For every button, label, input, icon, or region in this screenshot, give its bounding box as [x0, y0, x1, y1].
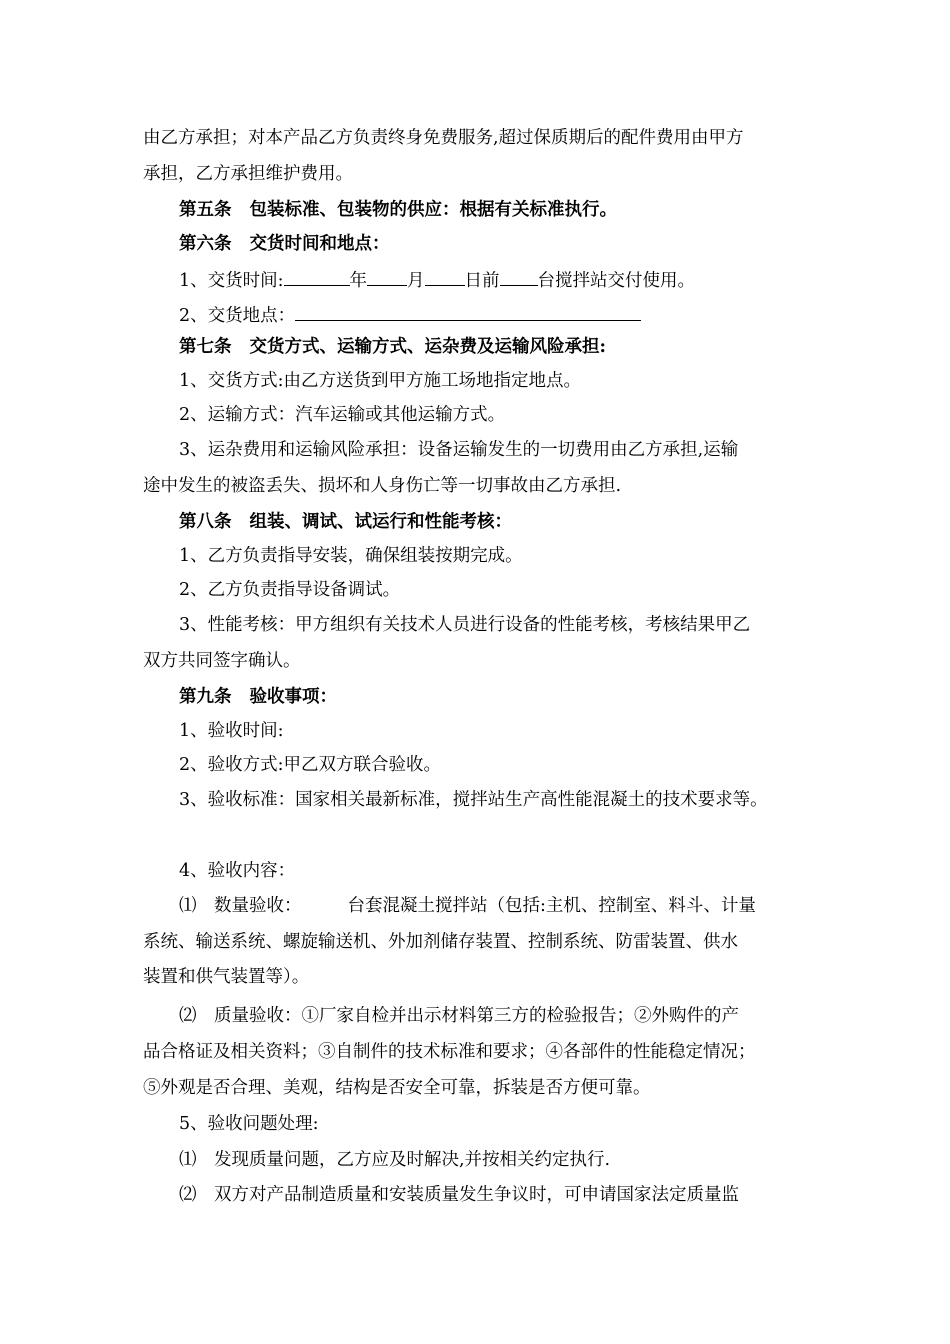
month-blank [367, 267, 407, 286]
article-7-heading [179, 336, 606, 358]
list-item: 2、乙方负责指导设备调试。 [179, 580, 401, 600]
quantity-check-line [179, 895, 756, 917]
delivery-time-label: 1、交货时间: [179, 271, 284, 291]
list-item: 1、交货方式:由乙方送货到甲方施工场地指定地点。 [179, 371, 582, 391]
article-text: 包装标准、包装物的供应：根据有关标准执行。 [249, 200, 617, 220]
list-item: 1、乙方负责指导安装，确保组装按期完成。 [179, 546, 523, 566]
day-text: 日前 [464, 271, 500, 291]
article-title: 第六条 [179, 234, 232, 254]
list-item: ⑴ 发现质量问题，乙方应及时解决,并按相关约定执行. [179, 1150, 611, 1170]
delivery-place-label: 2、交货地点： [179, 306, 296, 326]
paragraph-line: 由乙方承担；对本产品乙方负责终身免费服务,超过保质期后的配件费用由甲方 [143, 128, 744, 148]
list-item: ⑵ 质量验收：①厂家自检并出示材料第三方的检验报告；②外购件的产 [179, 1006, 739, 1026]
list-item-continued: 途中发生的被盗丢失、损坏和人身伤亡等一切事故由乙方承担. [143, 476, 622, 496]
list-item: 5、验收问题处理: [179, 1114, 319, 1134]
paragraph-line: 承担，乙方承担维护费用。 [143, 164, 353, 184]
article-title: 第八条 [179, 512, 232, 532]
article-title: 第五条 [179, 200, 232, 220]
list-item-continued: ⑤外观是否合理、美观，结构是否安全可靠，拆装是否方便可靠。 [143, 1078, 651, 1098]
list-item-continued: 双方共同签字确认。 [143, 651, 301, 671]
article-text: 验收事项： [249, 687, 337, 707]
article-8-heading [179, 511, 512, 533]
list-item: 3、验收标准：国家相关最新标准，搅拌站生产高性能混凝土的技术要求等。 [179, 790, 768, 810]
list-item-continued: 装置和供气装置等）。 [143, 967, 310, 987]
article-title: 第九条 [179, 687, 232, 707]
list-item: 3、运杂费用和运输风险承担：设备运输发生的一切费用由乙方承担,运输 [179, 440, 739, 460]
article-text: 组装、调试、试运行和性能考核： [249, 512, 512, 532]
list-item: 2、运输方式：汽车运输或其他运输方式。 [179, 405, 506, 425]
year-blank [284, 267, 350, 286]
day-blank [425, 267, 465, 286]
article-text: 交货时间和地点： [249, 234, 390, 254]
delivery-place-line [179, 302, 641, 327]
list-item: 2、验收方式:甲乙双方联合验收。 [179, 755, 442, 775]
delivery-time-line [179, 267, 695, 292]
quantity-check-label: ⑴ 数量验收： [179, 896, 302, 916]
article-text: 交货方式、运输方式、运杂费及运输风险承担: [249, 337, 606, 357]
article-6-heading [179, 233, 390, 255]
list-item: 1、验收时间: [179, 721, 284, 741]
year-text: 年 [349, 271, 368, 291]
list-item-continued: 品合格证及相关资料；③自制件的技术标准和要求；④各部件的性能稳定情况； [143, 1042, 756, 1062]
article-9-heading [179, 686, 337, 708]
month-text: 月 [407, 271, 425, 291]
delivery-use-text: 台搅拌站交付使用。 [537, 271, 696, 291]
list-item: ⑵ 双方对产品制造质量和安装质量发生争议时，可申请国家法定质量监 [179, 1185, 739, 1205]
list-item: 4、验收内容： [179, 861, 296, 881]
place-blank [295, 302, 641, 321]
article-title: 第七条 [179, 337, 232, 357]
article-5-heading [179, 199, 617, 221]
count-blank [500, 267, 538, 286]
list-item-continued: 系统、输送系统、螺旋输送机、外加剂储存装置、控制系统、防雷装置、供水 [143, 932, 738, 952]
list-item: 3、性能考核：甲方组织有关技术人员进行设备的性能考核，考核结果甲乙 [179, 615, 751, 635]
quantity-check-text: 台套混凝土搅拌站（包括:主机、控制室、料斗、计量 [347, 896, 756, 916]
